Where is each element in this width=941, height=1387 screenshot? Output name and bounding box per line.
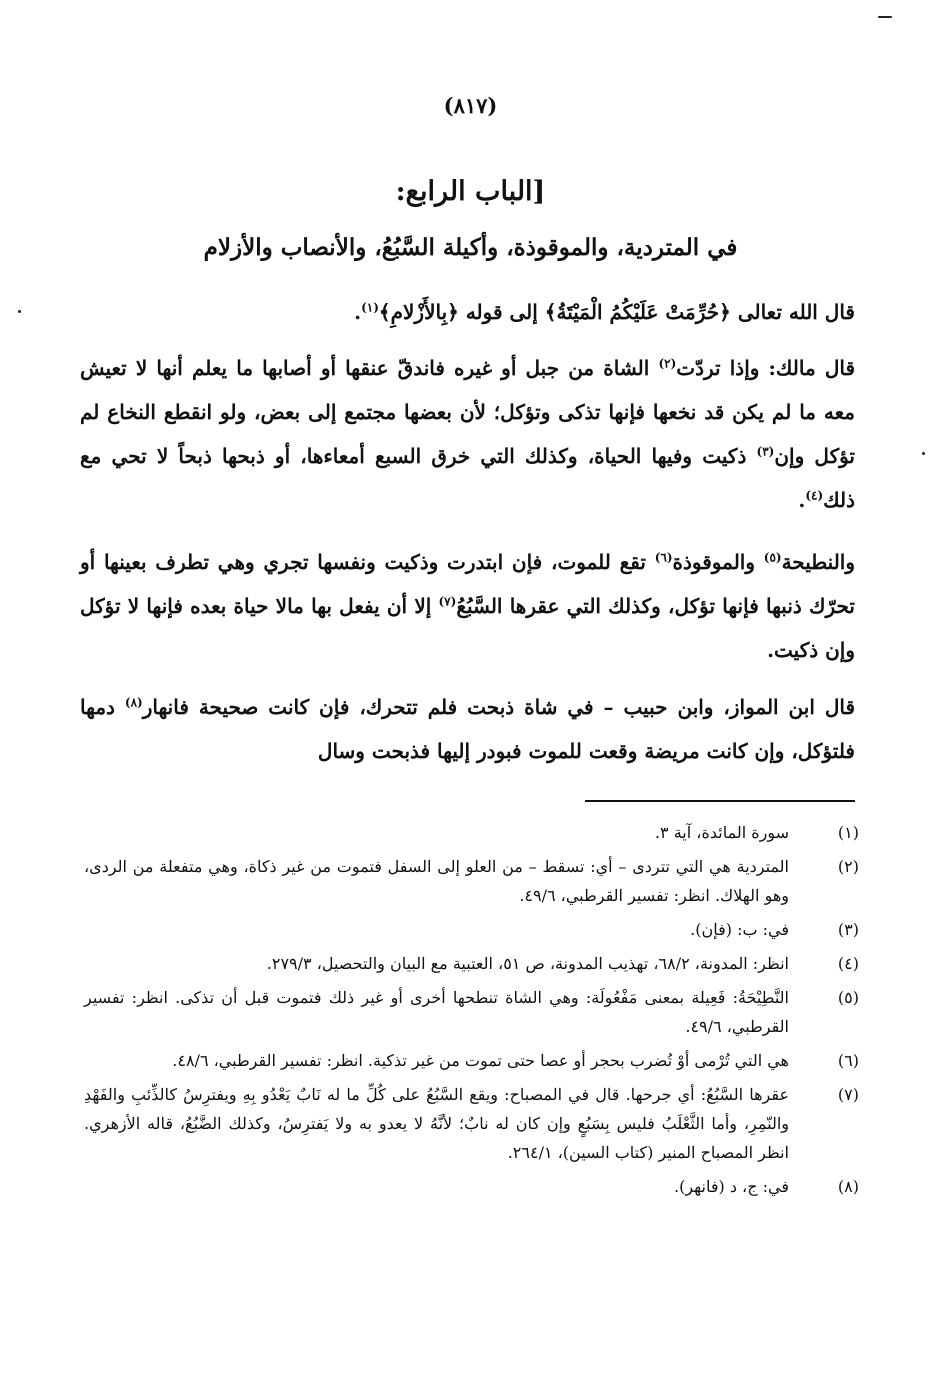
- footnote-ref: (٧): [438, 594, 457, 609]
- footnote-text: سورة المائدة، آية ٣.: [654, 823, 789, 842]
- footnote-item: [84, 852, 859, 910]
- footnote-item: [84, 1172, 859, 1201]
- paragraph-text: الشاة من جبل أو غيره فاندقّ عنقها أو أصابها ما يعلم أنها لا تعيش معه ما لم يكن قد نخعها فإنها تذكى وتؤكل؛ لأن بعضها مجتمع إلى بعض، ولو انقطع النخاع لم تؤكل وإن: [80, 356, 855, 468]
- paragraph-text: إلا أن يفعل بها مالا حياة بعده فإنها لا تؤكل وإن ذكيت.: [80, 594, 855, 662]
- paragraph-quran-verse: [80, 290, 855, 334]
- paragraph-text: والنطيحة: [781, 550, 855, 574]
- paragraph-text: ذكيت وفيها الحياة، وكذلك التي خرق السبع أمعاءها، أو ذبحها ذبحاً لا تحي مع ذلك: [80, 444, 855, 512]
- paragraph-text: قال الله تعالى ﴿حُرِّمَتْ عَلَيْكُمُ الْمَيْتَةُ﴾ إلى قوله ﴿بِالأَزْلامِ﴾: [378, 300, 855, 324]
- footnote-number: (٨): [837, 1177, 859, 1196]
- footnotes-list: [84, 818, 859, 1206]
- footnote-text: عقرها السَّبُعُ: أي جرحها. قال في المصباح: ويقع السَّبُعُ على كُلِّ ما له نَابٌ يَعْدُو بِهِ ويفترِسُ كالذِّئبِ والفَهْدِ والنّمِرِ، وأما الثَّعْلَبُ فليس بِسَبُعٍ وإن كان له نابٌ؛ لأنَّهُ لا يعدو به ولا يَفترِسُ، وكذلك الضَّبُعُ، قاله الأزهري. انظر المصباح المنير (كتاب السين)، ٢٦٤/١.: [84, 1085, 789, 1162]
- footnote-item: [84, 949, 859, 978]
- footnote-item: [84, 915, 859, 944]
- footnote-ref: (٦): [654, 550, 673, 565]
- paragraph-text: .: [354, 300, 362, 324]
- chapter-subtitle: في المتردية، والموقوذة، وأكيلة السَّبُعُ، والأنصاب والأزلام: [203, 234, 738, 261]
- footnote-text: في: ب: (فإن).: [690, 920, 789, 939]
- footnote-item: [84, 1080, 859, 1167]
- footnote-text: انظر: المدونة، ٦٨/٢، تهذيب المدونة، ص ٥١، العتبية مع البيان والتحصيل، ٢٧٩/٣.: [266, 954, 789, 973]
- footnote-separator: [585, 800, 855, 802]
- footnote-number: (٦): [837, 1051, 859, 1070]
- footnote-ref: (١): [361, 300, 379, 315]
- footnote-text: في: ج، د (فانهر).: [674, 1177, 789, 1196]
- footnote-item: [84, 818, 859, 847]
- paragraph-ibn-mawaz: [80, 685, 855, 775]
- footnote-ref: (٥): [763, 550, 782, 565]
- footnote-ref: (٢): [658, 356, 677, 371]
- scan-speck: [18, 310, 21, 313]
- footnote-text: المتردية هي التي تتردى – أي: تسقط – من العلو إلى السفل فتموت من غير ذكاة، وهي متفعلة من الردى، وهو الهلاك. انظر: تفسير القرطبي، ٤٩/٦.: [84, 857, 789, 905]
- footnote-number: (٥): [837, 988, 859, 1007]
- chapter-title: [الباب الرابع:: [395, 176, 546, 207]
- scan-speck: [878, 16, 892, 18]
- paragraph-malik: [80, 346, 855, 526]
- footnote-text: هي التي تُرْمى أوْ تُضرب بحجر أو عصا حتى تموت من غير تذكية. انظر: تفسير القرطبي، ٤٨/٦.: [172, 1051, 789, 1070]
- page-number: (٨١٧): [443, 93, 498, 118]
- footnote-item: [84, 1046, 859, 1075]
- footnote-ref: (٤): [805, 488, 824, 503]
- footnote-text: النَّطِيْحَةُ: فَعِيلة بمعنى مَفْعُولَة: وهي الشاة تنطحها أخرى أو غير ذلك فتموت قبل أن تذكى. انظر: تفسير القرطبي، ٤٩/٦.: [84, 988, 789, 1036]
- footnote-number: (٤): [837, 954, 859, 973]
- footnote-number: (٣): [837, 920, 859, 939]
- scan-speck: [922, 452, 925, 455]
- footnote-number: (٢): [837, 857, 859, 876]
- paragraph-text: والموقوذة: [672, 550, 764, 574]
- footnote-item: [84, 983, 859, 1041]
- paragraph-text: قال مالك: وإذا تردّت: [676, 356, 855, 380]
- footnote-number: (١): [837, 823, 859, 842]
- footnote-number: (٧): [837, 1085, 859, 1104]
- footnote-ref: (٨): [124, 695, 143, 710]
- paragraph-text: .: [798, 488, 806, 512]
- paragraph-natiha: [80, 540, 855, 675]
- footnote-ref: (٣): [756, 444, 775, 459]
- paragraph-text: قال ابن المواز، وابن حبيب – في شاة ذبحت فلم تتحرك، فإن كانت صحيحة فانهار: [142, 695, 856, 719]
- paragraph-text: دمها فلتؤكل، وإن كانت مريضة وقعت للموت فبودر إليها فذبحت وسال: [80, 695, 855, 763]
- paragraph-text: تقع للموت، فإن ابتدرت وذكيت ونفسها تجري وهي تطرف بعينها أو تحرّك ذنبها فإنها تؤكل، وكذلك التي عقرها السَّبُعُ: [80, 550, 855, 618]
